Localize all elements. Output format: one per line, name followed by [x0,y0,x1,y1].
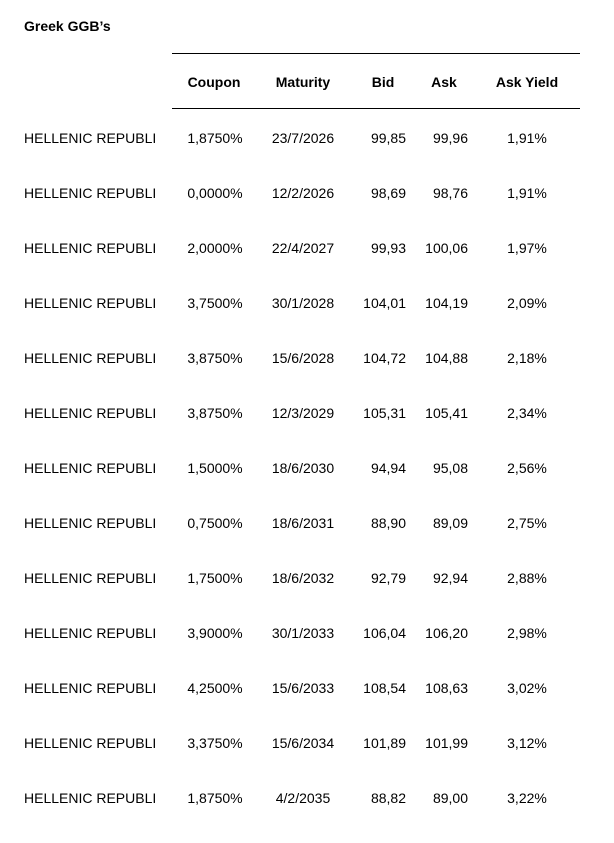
ask-yield-cell: 1,97% [507,240,547,256]
ask-yield-cell: 2,56% [507,460,547,476]
maturity-cell: 22/4/2027 [271,240,335,256]
ask-yield-cell: 2,98% [507,625,547,641]
table-row [0,733,614,788]
ask-cell: 105,41 [425,405,468,421]
column-header-ask-yield: Ask Yield [495,74,559,90]
maturity-cell: 12/3/2029 [271,405,335,421]
maturity-cell: 18/6/2031 [271,515,335,531]
bid-cell: 105,31 [363,405,406,421]
maturity-cell: 18/6/2032 [271,570,335,586]
ask-yield-cell: 3,22% [507,790,547,806]
coupon-cell: 3,3750% [187,735,243,751]
bid-cell: 104,72 [363,350,406,366]
table-row [0,788,614,843]
maturity-cell: 23/7/2026 [271,130,335,146]
bid-cell: 99,85 [370,130,406,146]
ask-yield-cell: 3,12% [507,735,547,751]
ask-yield-cell: 2,88% [507,570,547,586]
column-header-coupon: Coupon [187,74,241,90]
ask-cell: 108,63 [425,680,468,696]
bid-cell: 101,89 [363,735,406,751]
ask-cell: 98,76 [432,185,468,201]
column-header-ask: Ask [431,74,457,90]
bid-cell: 106,04 [363,625,406,641]
maturity-cell: 15/6/2028 [271,350,335,366]
table-top-divider [172,53,580,54]
ask-yield-cell: 2,34% [507,405,547,421]
maturity-cell: 12/2/2026 [271,185,335,201]
bond-name-cell: HELLENIC REPUBLI [24,185,157,201]
ask-cell: 104,19 [425,295,468,311]
page-title: Greek GGB’s [24,18,111,34]
table-body [0,128,614,843]
bond-name-cell: HELLENIC REPUBLI [24,515,157,531]
maturity-cell: 15/6/2034 [271,735,335,751]
bid-cell: 88,90 [370,515,406,531]
coupon-cell: 4,2500% [187,680,243,696]
ask-cell: 100,06 [425,240,468,256]
ask-yield-cell: 1,91% [507,130,547,146]
bond-name-cell: HELLENIC REPUBLI [24,735,157,751]
ask-yield-cell: 2,18% [507,350,547,366]
maturity-cell: 30/1/2033 [271,625,335,641]
coupon-cell: 1,8750% [187,790,243,806]
coupon-cell: 3,7500% [187,295,243,311]
column-header-maturity: Maturity [275,74,331,90]
table-row [0,403,614,458]
bond-name-cell: HELLENIC REPUBLI [24,130,157,146]
table-row [0,513,614,568]
bond-name-cell: HELLENIC REPUBLI [24,240,157,256]
bid-cell: 104,01 [363,295,406,311]
coupon-cell: 1,7500% [187,570,243,586]
maturity-cell: 30/1/2028 [271,295,335,311]
maturity-cell: 15/6/2033 [271,680,335,696]
bond-name-cell: HELLENIC REPUBLI [24,790,157,806]
ask-cell: 89,00 [432,790,468,806]
bond-name-cell: HELLENIC REPUBLI [24,405,157,421]
ask-cell: 106,20 [425,625,468,641]
column-header-bid: Bid [371,74,395,90]
bond-name-cell: HELLENIC REPUBLI [24,570,157,586]
bid-cell: 98,69 [370,185,406,201]
ask-cell: 104,88 [425,350,468,366]
bond-name-cell: HELLENIC REPUBLI [24,625,157,641]
ask-cell: 95,08 [432,460,468,476]
bid-cell: 99,93 [370,240,406,256]
table-header [0,72,614,92]
ask-yield-cell: 3,02% [507,680,547,696]
maturity-cell: 4/2/2035 [275,790,331,806]
bid-cell: 108,54 [363,680,406,696]
bid-cell: 94,94 [370,460,406,476]
table-row [0,238,614,293]
coupon-cell: 3,8750% [187,350,243,366]
coupon-cell: 0,0000% [187,185,243,201]
table-row [0,678,614,733]
coupon-cell: 3,8750% [187,405,243,421]
coupon-cell: 3,9000% [187,625,243,641]
ask-cell: 101,99 [425,735,468,751]
bond-name-cell: HELLENIC REPUBLI [24,680,157,696]
table-row [0,293,614,348]
coupon-cell: 2,0000% [187,240,243,256]
ask-yield-cell: 2,09% [507,295,547,311]
bond-name-cell: HELLENIC REPUBLI [24,350,157,366]
table-row [0,458,614,513]
coupon-cell: 0,7500% [187,515,243,531]
table-row [0,128,614,183]
ask-cell: 92,94 [432,570,468,586]
bid-cell: 88,82 [370,790,406,806]
bid-cell: 92,79 [370,570,406,586]
table-row [0,623,614,678]
table-row [0,568,614,623]
ask-cell: 89,09 [432,515,468,531]
coupon-cell: 1,8750% [187,130,243,146]
bond-name-cell: HELLENIC REPUBLI [24,460,157,476]
ask-cell: 99,96 [432,130,468,146]
coupon-cell: 1,5000% [187,460,243,476]
maturity-cell: 18/6/2030 [271,460,335,476]
ask-yield-cell: 2,75% [507,515,547,531]
table-row [0,183,614,238]
table-header-divider [172,108,580,109]
bond-name-cell: HELLENIC REPUBLI [24,295,157,311]
table-row [0,348,614,403]
ask-yield-cell: 1,91% [507,185,547,201]
